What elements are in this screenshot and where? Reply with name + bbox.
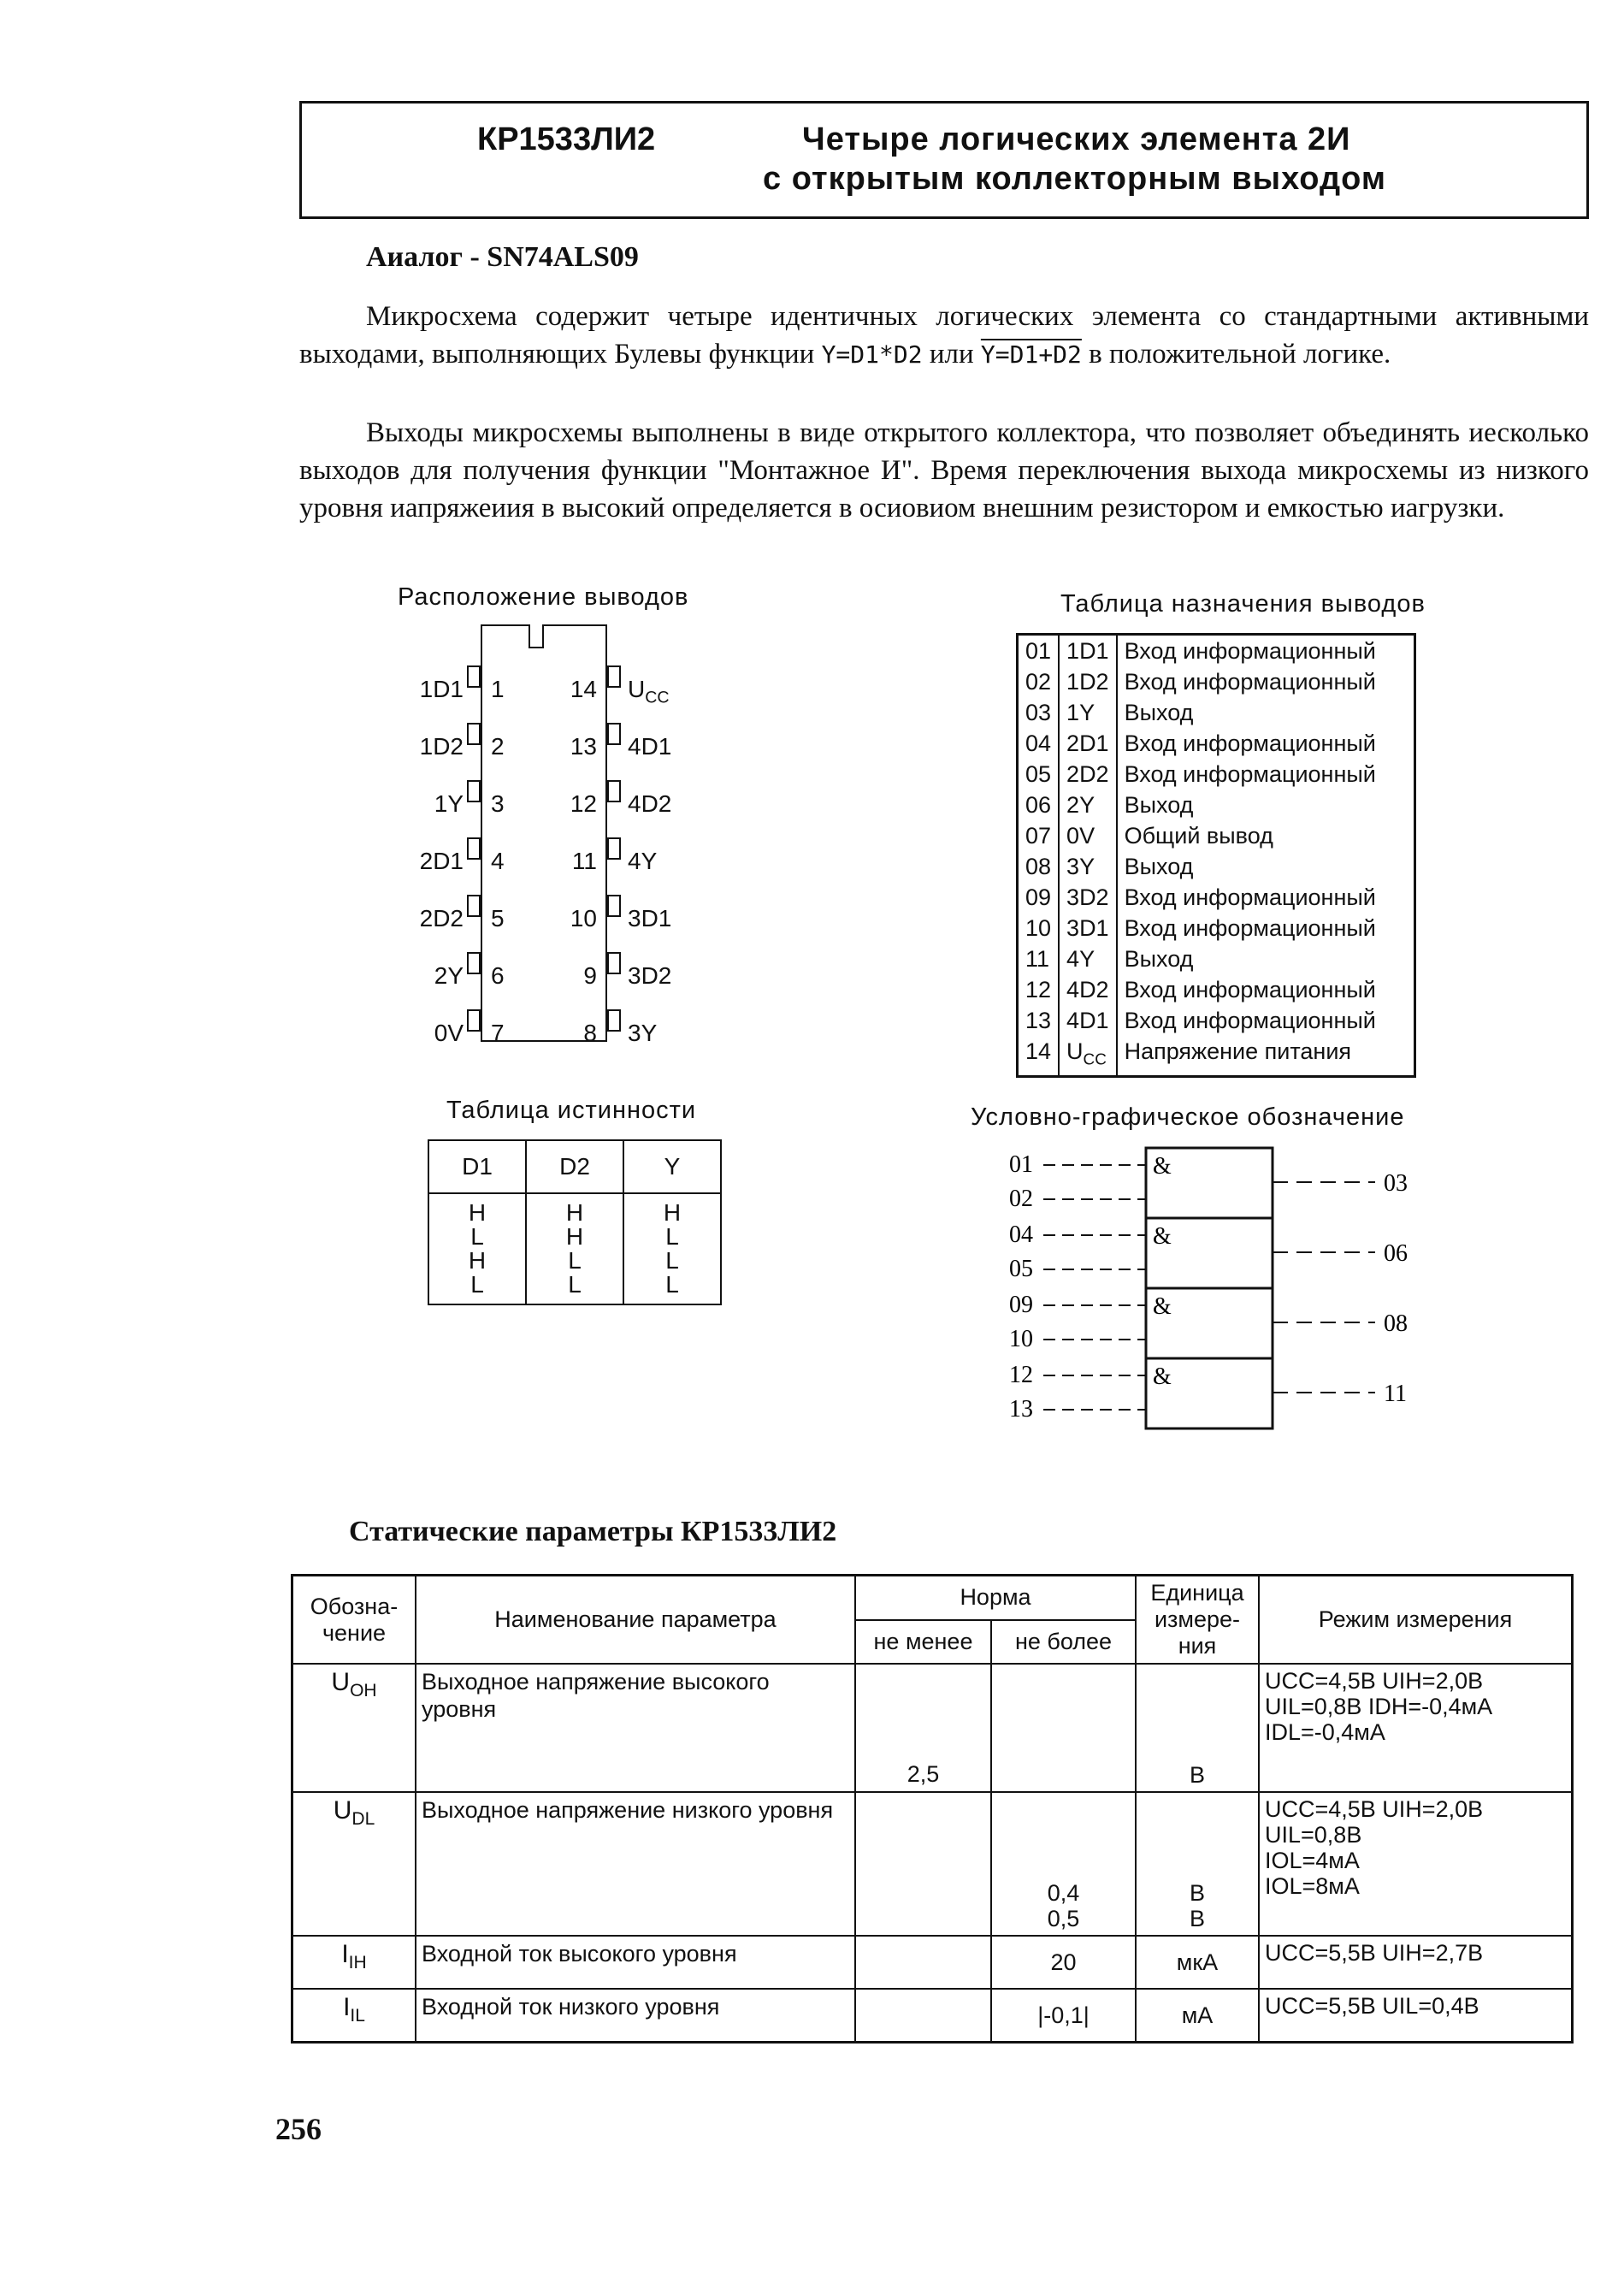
param-row	[292, 1792, 1573, 1936]
pin-number-right: 14	[570, 676, 597, 702]
pin-stub	[607, 895, 621, 917]
logic-symbol-diagram	[992, 1138, 1471, 1454]
pin-assignment-row	[1018, 728, 1415, 759]
pin-stub	[467, 723, 481, 745]
pin-assignment-num: 11	[1025, 946, 1050, 972]
para2-text: Выходы микросхемы выполнены в виде открытого коллектора, что позволяет объединять иесколько выходов для получения функции "Монтажное И". Время переключения выхода микросхемы из низкого уровня иапряжеиия в высокий определяется в осиовиом внешним резистором и емкостью иагрузки.	[299, 417, 1589, 523]
truth-value: L	[470, 1271, 484, 1298]
page-number: 256	[275, 2112, 322, 2146]
pin-label-left: 2D2	[419, 905, 464, 932]
param-symbol: $I_{IL}$	[292, 1989, 416, 2042]
truth-value: L	[665, 1223, 679, 1250]
pin-label-left: 1Y	[434, 790, 464, 817]
static-params-title: Статические параметры КР1533ЛИ2	[349, 1516, 837, 1547]
param-min	[855, 1989, 991, 2042]
param-name: Выходное напряжение высокого уровня	[416, 1664, 855, 1792]
pin-assignment-name: 3D2	[1059, 882, 1117, 913]
gate-input-label: 01	[1009, 1151, 1033, 1178]
header-mode: Режим измерения	[1259, 1576, 1573, 1665]
static-params-table	[291, 1574, 1574, 2044]
truth-column	[526, 1193, 623, 1304]
truth-column	[623, 1193, 721, 1304]
pin-assignment-row	[1018, 759, 1415, 790]
param-mode	[1259, 1936, 1573, 1989]
pin-assignment-desc: Выход	[1117, 851, 1415, 882]
pin-assignment-name: 4D1	[1059, 1005, 1117, 1036]
pin-assignment-num: 14	[1025, 1038, 1052, 1064]
pin-assignment-name: 1Y	[1059, 697, 1117, 728]
pin-assignment-desc: Вход информационный	[1117, 974, 1415, 1005]
pin-assignment-caption: Таблица назначения выводов	[1060, 590, 1426, 618]
pin-assignment-desc: Напряжение питания	[1117, 1036, 1415, 1077]
param-mode-line: UCC=5,5В UIL=0,4В	[1265, 1993, 1479, 2019]
param-row	[292, 1989, 1573, 2042]
param-name: Входной ток высокого уровня	[416, 1936, 855, 1989]
param-unit: мкА	[1136, 1936, 1259, 1989]
title-line-2: с открытым коллекторным выходом	[763, 161, 1386, 197]
pin-label-left: 1D2	[419, 733, 464, 760]
pin-stub	[607, 1009, 621, 1032]
param-max: 0,4 0,5	[991, 1792, 1136, 1936]
symbol-caption: Условно-графическое обозначение	[971, 1103, 1405, 1131]
pin-assignment-desc: Вход информационный	[1117, 882, 1415, 913]
pin-assignment-name: 2Y	[1059, 790, 1117, 820]
pin-assignment-desc: Общий вывод	[1117, 820, 1415, 851]
pin-number-right: 9	[583, 962, 597, 989]
param-row	[292, 1664, 1573, 1792]
param-mode-line: UCC=4,5В UIH=2,0В	[1265, 1796, 1484, 1822]
pin-label-right: 4Y	[628, 848, 658, 874]
pin-assignment-name: 4D2	[1059, 974, 1117, 1005]
boolean-function-1: Y=D1*D2	[821, 340, 923, 369]
param-min	[855, 1936, 991, 1989]
gate-input-label: 04	[1009, 1221, 1033, 1248]
param-unit: В	[1136, 1664, 1259, 1792]
para1-text-middle: или	[922, 339, 981, 370]
pin-assignment-num: 13	[1025, 1008, 1052, 1033]
param-mode-line: UCC=4,5В UIH=2,0В	[1265, 1668, 1484, 1694]
pin-number-left: 3	[491, 790, 505, 817]
truth-value: H	[468, 1199, 487, 1226]
and-gate-label: &	[1153, 1293, 1172, 1320]
param-min	[855, 1792, 991, 1936]
param-symbol: $I_{IH}$	[292, 1936, 416, 1989]
pin-stub	[467, 952, 481, 974]
pin-number-left: 4	[491, 848, 505, 874]
pin-label-right: 4D1	[628, 733, 672, 760]
param-mode	[1259, 1664, 1573, 1792]
para1-text-after: в положительной логике.	[1081, 339, 1391, 370]
truth-value: H	[468, 1247, 487, 1274]
gate-input-label: 09	[1009, 1292, 1033, 1318]
truth-value: L	[568, 1247, 582, 1274]
pin-assignment-num: 10	[1025, 915, 1052, 941]
pin-assignment-name: 4Y	[1059, 943, 1117, 974]
and-gate-label: &	[1153, 1223, 1172, 1250]
title-line-1: Четыре логических элемента 2И	[802, 121, 1351, 157]
pin-assignment-desc: Выход	[1117, 697, 1415, 728]
param-unit: В В	[1136, 1792, 1259, 1936]
dip-package-notch	[529, 624, 544, 648]
pin-assignment-name: 0V	[1059, 820, 1117, 851]
analog-line: Аиалог - SN74ALS09	[366, 241, 639, 273]
pin-assignment-desc: Вход информационный	[1117, 635, 1415, 667]
pin-label-right: $U_{CC}$	[628, 676, 670, 707]
header-param-name: Наименование параметра	[416, 1576, 855, 1665]
pin-assignment-desc: Вход информационный	[1117, 728, 1415, 759]
truth-value: H	[663, 1199, 682, 1226]
pin-assignment-num: 01	[1025, 638, 1052, 664]
pin-number-left: 5	[491, 905, 505, 932]
pin-stub	[607, 665, 621, 688]
header-max: не более	[991, 1620, 1136, 1664]
pin-label-left: 2D1	[419, 848, 464, 874]
truth-value: L	[665, 1271, 679, 1298]
param-max: 20	[991, 1936, 1136, 1989]
description-paragraph-1	[299, 298, 1589, 374]
pin-number-right: 12	[570, 790, 597, 817]
pin-number-right: 13	[570, 733, 597, 760]
truth-value: H	[565, 1223, 584, 1250]
param-mode	[1259, 1792, 1573, 1936]
pin-assignment-num: 07	[1025, 823, 1052, 849]
pin-assignment-desc: Выход	[1117, 943, 1415, 974]
pin-assignment-name: 2D1	[1059, 728, 1117, 759]
truth-table	[428, 1139, 722, 1305]
pin-assignment-row	[1018, 974, 1415, 1005]
header-unit: Единица измере-ния	[1136, 1576, 1259, 1665]
truth-column	[428, 1193, 526, 1304]
pin-label-right: 3D1	[628, 905, 672, 932]
pin-stub	[467, 1009, 481, 1032]
and-gate-label: &	[1153, 1363, 1172, 1390]
pin-assignment-row	[1018, 1005, 1415, 1036]
gate-input-label: 05	[1009, 1256, 1033, 1282]
pin-number-left: 6	[491, 962, 505, 989]
pin-assignment-desc: Вход информационный	[1117, 1005, 1415, 1036]
truth-value: L	[665, 1247, 679, 1274]
part-number: КР1533ЛИ2	[477, 121, 656, 157]
header-symbol: Обозна-чение	[292, 1576, 416, 1665]
pinout-caption: Расположение выводов	[398, 583, 689, 611]
pin-assignment-desc: Вход информационный	[1117, 913, 1415, 943]
pin-number-left: 2	[491, 733, 505, 760]
pin-stub	[467, 837, 481, 860]
pin-stub	[467, 780, 481, 802]
truth-value: L	[470, 1223, 484, 1250]
param-name: Выходное напряжение низкого уровня	[416, 1792, 855, 1936]
pin-assignment-desc: Выход	[1117, 790, 1415, 820]
truth-header-d2: D2	[526, 1140, 623, 1193]
param-min: 2,5	[855, 1664, 991, 1792]
boolean-function-2	[981, 340, 1082, 369]
param-mode	[1259, 1989, 1573, 2042]
pin-label-right: 3Y	[628, 1020, 658, 1046]
pin-assignment-row	[1018, 851, 1415, 882]
param-mode-line: IDL=-0,4мА	[1265, 1719, 1385, 1745]
pin-assignment-desc: Вход информационный	[1117, 666, 1415, 697]
pin-assignment-num: 03	[1025, 700, 1052, 725]
param-mode-line: UIL=0,8В	[1265, 1822, 1362, 1848]
gate-output-label: 03	[1384, 1170, 1408, 1197]
header-min: не менее	[855, 1620, 991, 1664]
pin-assignment-row	[1018, 697, 1415, 728]
pin-stub	[607, 723, 621, 745]
pin-stub	[467, 665, 481, 688]
param-max	[991, 1664, 1136, 1792]
param-name: Входной ток низкого уровня	[416, 1989, 855, 2042]
pin-number-right: 10	[570, 905, 597, 932]
pin-assignment-num: 05	[1025, 761, 1052, 787]
description-paragraph-2	[299, 414, 1589, 527]
header-norm: Норма	[855, 1576, 1136, 1620]
pin-assignment-name: 3D1	[1059, 913, 1117, 943]
pin-assignment-table	[1016, 633, 1416, 1078]
pin-assignment-name: 1D1	[1059, 635, 1117, 667]
pin-label-left: 2Y	[434, 962, 464, 989]
param-unit: мА	[1136, 1989, 1259, 2042]
pin-assignment-num: 02	[1025, 669, 1052, 695]
pin-stub	[467, 895, 481, 917]
pin-assignment-desc: Вход информационный	[1117, 759, 1415, 790]
param-symbol: $U_{OH}$	[292, 1664, 416, 1792]
pin-assignment-name: 3Y	[1059, 851, 1117, 882]
pin-assignment-row	[1018, 820, 1415, 851]
pin-assignment-row	[1018, 635, 1415, 667]
gate-output-label: 06	[1384, 1240, 1408, 1267]
pin-assignment-name: $U_{CC}$	[1059, 1036, 1117, 1077]
pin-stub	[607, 952, 621, 974]
gate-output-label: 08	[1384, 1310, 1408, 1337]
pin-stub	[607, 780, 621, 802]
pin-assignment-row	[1018, 943, 1415, 974]
pin-assignment-num: 04	[1025, 730, 1052, 756]
pin-number-right: 8	[583, 1020, 597, 1046]
param-mode-line: IOL=8мА	[1265, 1873, 1360, 1899]
pin-assignment-name: 2D2	[1059, 759, 1117, 790]
pin-assignment-num: 06	[1025, 792, 1052, 818]
pin-assignment-row	[1018, 913, 1415, 943]
truth-value: H	[565, 1199, 584, 1226]
gate-input-label: 10	[1009, 1326, 1033, 1352]
param-mode-line: IOL=4мА	[1265, 1848, 1360, 1873]
pin-label-right: 4D2	[628, 790, 672, 817]
param-mode-line: UIL=0,8В IDH=-0,4мА	[1265, 1694, 1493, 1719]
pin-label-right: 3D2	[628, 962, 672, 989]
pin-assignment-row	[1018, 1036, 1415, 1077]
pin-assignment-row	[1018, 882, 1415, 913]
param-max: |-0,1|	[991, 1989, 1136, 2042]
pin-number-left: 7	[491, 1020, 505, 1046]
para1-text-before: Микросхема содержит четыре идентичных логических элемента со стандартными активными выходами, выполняющих Булевы функции	[299, 301, 1589, 370]
boolean-function-2-text: Y=D1+D2	[980, 340, 1082, 369]
gate-input-label: 02	[1009, 1186, 1033, 1212]
header-box	[299, 101, 1589, 219]
pin-number-left: 1	[491, 676, 505, 702]
and-gate-label: &	[1153, 1153, 1172, 1180]
param-mode-line: UCC=5,5В UIH=2,7В	[1265, 1940, 1484, 1966]
gate-input-label: 13	[1009, 1396, 1033, 1422]
truth-header-y: Y	[623, 1140, 721, 1193]
pin-number-right: 11	[571, 848, 597, 874]
pin-assignment-name: 1D2	[1059, 666, 1117, 697]
pin-assignment-num: 08	[1025, 854, 1052, 879]
pin-assignment-row	[1018, 790, 1415, 820]
param-symbol: $U_{DL}$	[292, 1792, 416, 1936]
param-row	[292, 1936, 1573, 1989]
pin-assignment-num: 12	[1025, 977, 1052, 1003]
truth-table-caption: Таблица истинности	[446, 1097, 697, 1124]
gate-input-label: 12	[1009, 1362, 1033, 1388]
gate-output-label: 11	[1384, 1381, 1407, 1407]
pin-assignment-num: 09	[1025, 884, 1052, 910]
pin-label-left: 1D1	[419, 676, 464, 702]
pin-assignment-row	[1018, 666, 1415, 697]
truth-value: L	[568, 1271, 582, 1298]
truth-header-d1: D1	[428, 1140, 526, 1193]
pin-label-left: 0V	[434, 1020, 464, 1046]
pin-stub	[607, 837, 621, 860]
